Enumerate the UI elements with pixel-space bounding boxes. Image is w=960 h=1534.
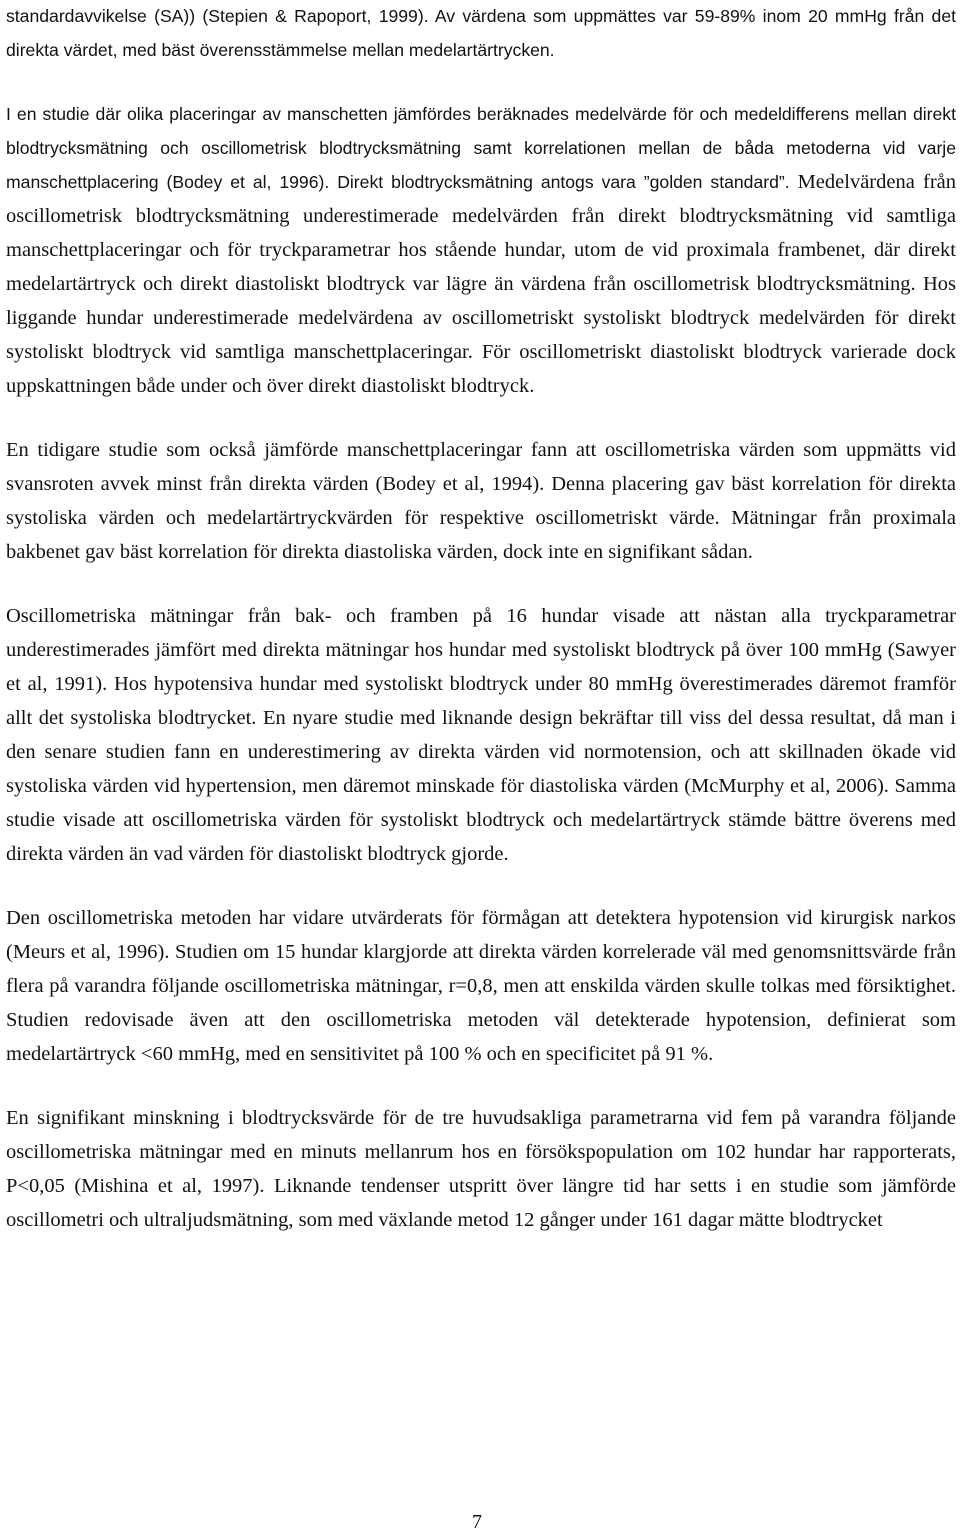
paragraph-text: Den oscillometriska metoden har vidare utvärderats för förmågan att detektera hypotension vid kirurgisk narkos (Meurs et al, 1996). Studien om 15 hundar klargjorde att direkta värden korrelerade väl med genomsnittsvärde från flera på varandra följande oscillometriska mätningar, r=0,8, men att enskilda värden skulle tolkas med försiktighet. Studien redovisade även att den oscillometriska metoden väl detekterade hypotension, definierat som medelartärtryck <60 mmHg, med en sensitivitet på 100 % och en specificitet på 91 %. — [6, 907, 956, 1065]
paragraph — [6, 98, 956, 404]
paragraph — [6, 1102, 956, 1238]
paragraph-text: En tidigare studie som också jämförde manschettplaceringar fann att oscillometriska värden som uppmätts vid svansroten avvek minst från direkta värden (Bodey et al, 1994). Denna placering gav bäst korrelation för direkta systoliska värden och medelartärtryckvärden för respektive oscillometriskt värde. Mätningar från proximala bakbenet gav bäst korrelation för direkta diastoliska värden, dock inte en signifikant sådan. — [6, 439, 956, 563]
paragraph-spacer — [6, 68, 956, 98]
paragraph-spacer — [6, 1072, 956, 1102]
paragraph — [6, 434, 956, 570]
paragraph-text: Oscillometriska mätningar från bak- och framben på 16 hundar visade att nästan alla tryckparametrar underestimerades jämfört med direkta mätningar hos hundar med systoliskt blodtryck på över 100 mmHg (Sawyer et al, 1991). Hos hypotensiva hundar med systoliskt blodtryck under 80 mmHg överestimerades däremot framför allt det systoliska blodtrycket. En nyare studie med liknande design bekräftar till viss del dessa resultat, då man i den senare studien fann en underestimering av direkta värden vid normotension, och att skillnaden ökade vid systoliska värden vid hypertension, men däremot minskade för diastoliska värden (McMurphy et al, 2006). Samma studie visade att oscillometriska värden för systoliskt blodtryck och medelartärtryck stämde bättre överens med direkta värden än vad värden för diastoliskt blodtryck gjorde. — [6, 605, 956, 865]
paragraph-text: standardavvikelse (SA)) (Stepien & Rapoport, 1999). Av värdena som uppmättes var 59-89% inom 20 mmHg från det direkta värdet, med bäst överensstämmelse mellan medelartärtrycken. — [6, 6, 956, 60]
paragraph-spacer — [6, 570, 956, 600]
document-body — [6, 0, 956, 1238]
paragraph — [6, 0, 956, 68]
paragraph-spacer — [6, 404, 956, 434]
paragraph-text: En signifikant minskning i blodtrycksvärde för de tre huvudsakliga parametrarna vid fem på varandra följande oscillometriska mätningar med en minuts mellanrum hos en försökspopulation om 102 hundar har rapporterats, P<0,05 (Mishina et al, 1997). Liknande tendenser utspritt över längre tid har setts i en studie som jämförde oscillometri och ultraljudsmätning, som med växlande metod 12 gånger under 161 dagar mätte blodtrycket — [6, 1107, 956, 1231]
paragraph — [6, 600, 956, 872]
paragraph-text: Medelvärdena från oscillometrisk blodtrycksmätning underestimerade medelvärden från direkt blodtrycksmätning vid samtliga manschettplaceringar och för tryckparametrar hos stående hundar, utom de vid proximala frambenet, där direkt medelartärtryck och direkt diastoliskt blodtryck var lägre än värdena från oscillometrisk blodtrycksmätning. Hos liggande hundar underestimerade medelvärdena av oscillometriskt systoliskt blodtryck medelvärden för direkt systoliskt blodtryck vid samtliga manschettplaceringar. För oscillometriskt diastoliskt blodtryck varierade dock uppskattningen både under och över direkt diastoliskt blodtryck. — [6, 171, 957, 397]
page-number: 7 — [472, 1511, 482, 1533]
paragraph-spacer — [6, 872, 956, 902]
document-page — [6, 0, 956, 1238]
paragraph-text: I en studie där olika placeringar av manschetten jämfördes beräknades medelvärde för och medeldifferens mellan direkt blodtrycksmätning och oscillometrisk blodtrycksmätning samt korrelationen mellan de båda metoderna vid varje manschettplacering (Bodey et al, 1996). Direkt blodtrycksmätning antogs vara ”golden standard”. — [6, 104, 956, 192]
paragraph — [6, 902, 956, 1072]
